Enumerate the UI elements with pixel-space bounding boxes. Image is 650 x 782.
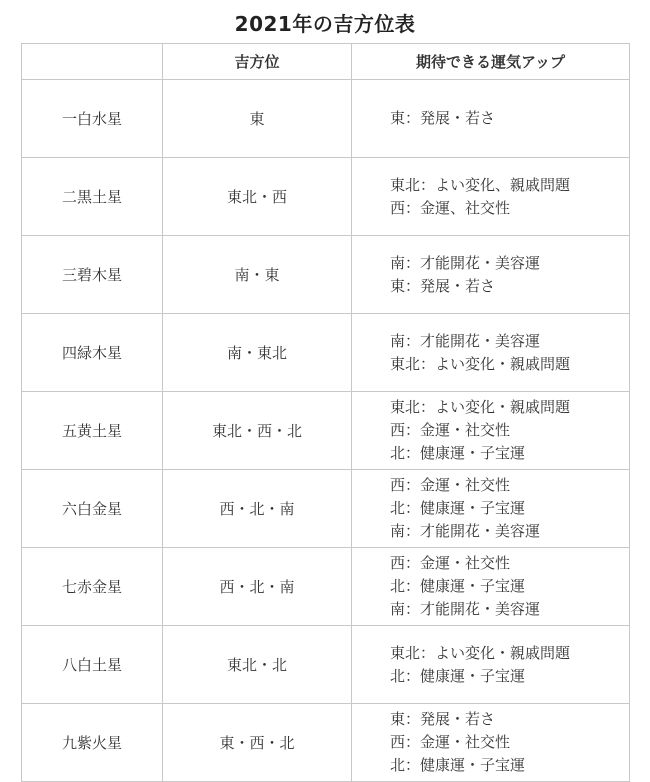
star-cell: 九紫火星 <box>22 704 163 782</box>
star-cell: 二黒土星 <box>22 158 163 236</box>
direction-cell: 南・東北 <box>163 314 352 392</box>
direction-cell: 東北・西・北 <box>163 392 352 470</box>
fortune-effect-line: 南：才能開花・美容運 <box>390 331 541 350</box>
fortune-effect-line: 東：発展・若さ <box>390 276 496 295</box>
fortune-effects-cell <box>352 80 630 158</box>
direction-cell: 西・北・南 <box>163 470 352 548</box>
star-cell: 一白水星 <box>22 80 163 158</box>
star-cell: 三碧木星 <box>22 236 163 314</box>
lucky-direction-table <box>21 43 630 782</box>
fortune-effects-cell <box>352 314 630 392</box>
star-cell: 四緑木星 <box>22 314 163 392</box>
fortune-effect-line: 西：金運・社交性 <box>390 733 511 751</box>
star-cell: 六白金星 <box>22 470 163 548</box>
header-lucky-direction: 吉方位 <box>163 44 352 80</box>
table-row <box>22 314 630 392</box>
table-row <box>22 236 630 314</box>
table-row <box>22 470 630 548</box>
direction-cell: 西・北・南 <box>163 548 352 626</box>
fortune-effect-line: 北：健康運・子宝運 <box>390 444 526 462</box>
fortune-effect-line: 東北：よい変化・親戚問題 <box>390 643 571 662</box>
star-cell: 八白土星 <box>22 626 163 704</box>
fortune-effect-line: 東北：よい変化、親戚問題 <box>390 175 571 194</box>
direction-cell: 南・東 <box>163 236 352 314</box>
fortune-effects-cell <box>352 236 630 314</box>
fortune-effect-line: 北：健康運・子宝運 <box>390 499 526 517</box>
star-cell: 七赤金星 <box>22 548 163 626</box>
fortune-effect-line: 西：金運・社交性 <box>390 554 511 572</box>
table-row <box>22 626 630 704</box>
fortune-effects-cell <box>352 158 630 236</box>
fortune-effect-line: 東北：よい変化・親戚問題 <box>390 354 571 373</box>
page-title: 2021年の吉方位表 <box>234 12 416 36</box>
direction-cell: 東北・北 <box>163 626 352 704</box>
fortune-effect-line: 南：才能開花・美容運 <box>390 600 541 618</box>
direction-cell: 東・西・北 <box>163 704 352 782</box>
star-cell: 五黄土星 <box>22 392 163 470</box>
fortune-effect-line: 西：金運・社交性 <box>390 476 511 494</box>
table-header-row <box>22 44 630 80</box>
direction-cell: 東北・西 <box>163 158 352 236</box>
header-star <box>22 44 163 80</box>
fortune-effect-line: 東北：よい変化・親戚問題 <box>390 398 571 416</box>
fortune-effects-cell <box>352 392 630 470</box>
fortune-effect-line: 北：健康運・子宝運 <box>390 577 526 595</box>
table-row <box>22 80 630 158</box>
fortune-effect-line: 東：発展・若さ <box>390 109 496 127</box>
direction-cell: 東 <box>163 80 352 158</box>
fortune-effect-line: 東：発展・若さ <box>390 710 496 728</box>
fortune-effect-line: 北：健康運・子宝運 <box>390 666 526 685</box>
table-row <box>22 158 630 236</box>
table-row <box>22 392 630 470</box>
table-row <box>22 704 630 782</box>
fortune-effect-line: 南：才能開花・美容運 <box>390 253 541 272</box>
table-row <box>22 548 630 626</box>
fortune-effects-cell <box>352 626 630 704</box>
fortune-effects-cell <box>352 470 630 548</box>
fortune-effects-cell <box>352 704 630 782</box>
fortune-effect-line: 西：金運、社交性 <box>390 198 511 217</box>
header-expected-fortune: 期待できる運気アップ <box>352 44 630 80</box>
fortune-effect-line: 西：金運・社交性 <box>390 421 511 439</box>
fortune-effect-line: 北：健康運・子宝運 <box>390 756 526 774</box>
fortune-effects-cell <box>352 548 630 626</box>
fortune-effect-line: 南：才能開花・美容運 <box>390 522 541 540</box>
